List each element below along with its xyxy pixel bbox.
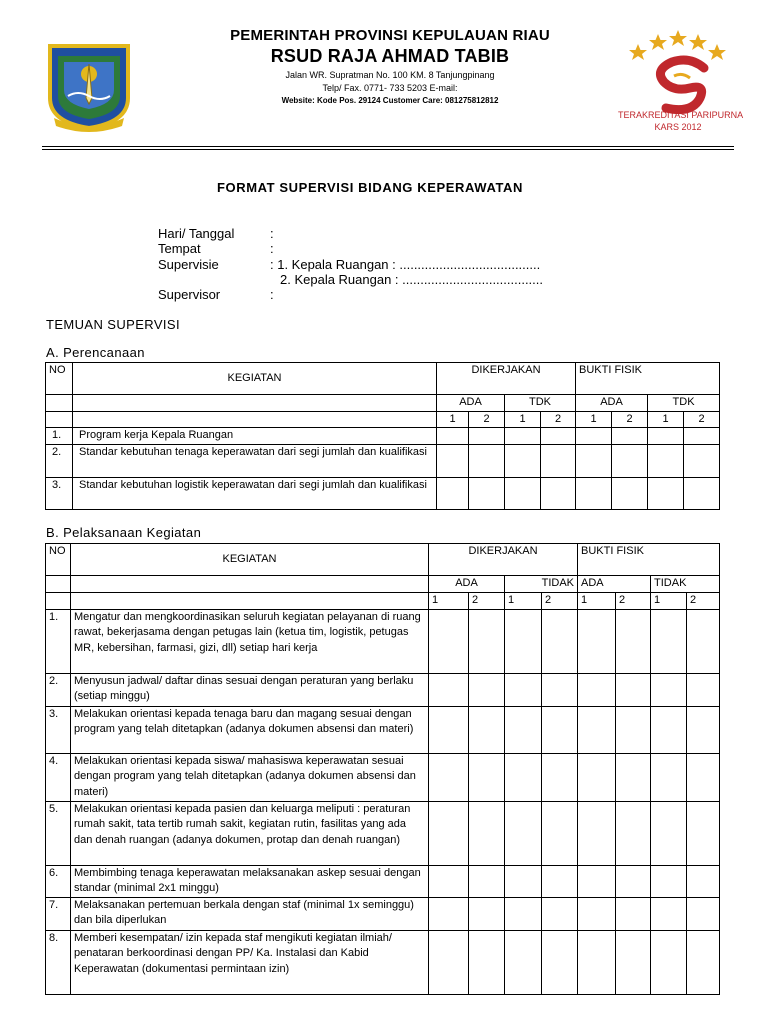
header-ada: ADA [429,576,505,593]
check-cell[interactable] [542,753,578,801]
check-cell[interactable] [469,609,505,673]
table-row [46,609,720,673]
row-number: 2. [46,673,71,706]
row-kegiatan: Mengatur dan mengkoordinasikan seluruh kegiatan pelayanan di ruang rawat, bekerjasama dengan petugas lain (ketua tim, logistik, petugas MR, kebersihan, farmasi, gizi, dll) setiap hari kerja [71,609,429,673]
check-cell[interactable] [505,673,542,706]
check-cell[interactable] [684,428,720,445]
subheader-num: 1 [578,593,616,610]
subheader-num: 2 [469,411,505,428]
meta-hari-value: : [270,226,274,241]
meta-supervisie-label: Supervisie [158,257,219,272]
subheader-num: 1 [576,411,612,428]
check-cell[interactable] [542,897,578,930]
check-cell[interactable] [578,801,616,865]
check-cell[interactable] [429,609,469,673]
row-kegiatan: Melakukan orientasi kepada tenaga baru dan magang sesuai dengan program yang telah ditetapkan (adanya dokumen absensi dan materi) [71,706,429,753]
meta-supervisie-2 [280,272,543,287]
row-number: 4. [46,753,71,801]
check-cell[interactable] [469,865,505,897]
check-cell[interactable] [437,444,469,477]
subheader-num: 1 [437,411,469,428]
header-bukti-fisik: BUKTI FISIK [578,544,720,576]
check-cell[interactable] [576,477,612,509]
header-tidak: TIDAK [505,576,578,593]
check-cell[interactable] [469,477,505,509]
check-cell[interactable] [576,428,612,445]
header-kegiatan: KEGIATAN [73,363,437,395]
check-cell[interactable] [651,897,687,930]
document-title: FORMAT SUPERVISI BIDANG KEPERAWATAN [216,180,524,195]
check-cell[interactable] [687,753,720,801]
check-cell[interactable] [616,897,651,930]
meta-supervisor-label: Supervisor [158,287,221,302]
check-cell[interactable] [469,930,505,994]
subheader-num: 2 [684,411,720,428]
check-cell[interactable] [505,706,542,753]
table-row [46,444,720,477]
check-cell[interactable] [505,865,542,897]
check-cell[interactable] [469,444,505,477]
header-no: NO [46,544,71,576]
table-row [46,930,720,994]
header-rule-thin [42,149,734,150]
check-cell[interactable] [469,673,505,706]
provincial-crest-icon [42,38,136,132]
header-bukti-fisik: BUKTI FISIK [576,363,720,395]
header-phone: Telp/ Fax. 0771- 733 5203 E-mail: [322,83,458,93]
check-cell[interactable] [429,897,469,930]
row-kegiatan: Melakukan orientasi kepada pasien dan keluarga meliputi : peraturan rumah sakit, tata tertib rumah sakit, kegiatan rutin, fasilitas yang ada dan denah ruangan (adanya dokumen, protap dan denah ruangan) [71,801,429,865]
header-line1: PEMERINTAH PROVINSI KEPULAUAN RIAU [230,27,550,44]
meta-hari-label: Hari/ Tanggal [158,226,235,241]
table-row [46,673,720,706]
check-cell[interactable] [542,865,578,897]
check-cell[interactable] [651,753,687,801]
check-cell[interactable] [648,477,684,509]
check-cell[interactable] [505,609,542,673]
row-kegiatan: Melakukan orientasi kepada siswa/ mahasiswa keperawatan sesuai dengan program yang telah ditetapkan (adanya dokumen absensi dan materi) [71,753,429,801]
check-cell[interactable] [687,865,720,897]
check-cell[interactable] [651,673,687,706]
check-cell[interactable] [616,930,651,994]
meta-supervisor [158,287,274,302]
check-cell[interactable] [687,706,720,753]
subheader-num: 1 [505,411,541,428]
check-cell[interactable] [651,865,687,897]
row-kegiatan: Menyusun jadwal/ daftar dinas sesuai dengan peraturan yang berlaku (setiap minggu) [71,673,429,706]
check-cell[interactable] [684,477,720,509]
subheader-num: 2 [542,593,578,610]
check-cell[interactable] [541,444,576,477]
header-tidak: TIDAK [651,576,720,593]
meta-supervisie-value2: 2. Kepala Ruangan : ....................................... [280,272,544,287]
table-row [46,897,720,930]
check-cell[interactable] [687,673,720,706]
row-number: 7. [46,897,71,930]
header-tdk: TDK [505,395,576,412]
check-cell[interactable] [651,609,687,673]
header-rule [42,146,734,147]
row-number: 1. [46,609,71,673]
section-a-title: A. Perencanaan [46,345,145,360]
subheader-num: 1 [429,593,469,610]
row-kegiatan: Melaksanakan pertemuan berkala dengan staf (minimal 1x seminggu) dan bila diperlukan [71,897,429,930]
row-kegiatan: Standar kebutuhan logistik keperawatan dari segi jumlah dan kualifikasi [73,477,437,509]
subheader-num: 1 [505,593,542,610]
subheader-num: 1 [648,411,684,428]
check-cell[interactable] [429,801,469,865]
header-ada: ADA [578,576,651,593]
row-kegiatan: Membimbing tenaga keperawatan melaksanakan askep sesuai dengan standar (minimal 2x1 minggu) [71,865,429,897]
check-cell[interactable] [616,801,651,865]
check-cell[interactable] [687,930,720,994]
hospital-name: RSUD RAJA AHMAD TABIB [270,46,510,66]
check-cell[interactable] [651,801,687,865]
check-cell[interactable] [578,865,616,897]
check-cell[interactable] [542,609,578,673]
meta-supervisie-value1: : 1. Kepala Ruangan : ....................................... [270,257,541,272]
check-cell[interactable] [429,865,469,897]
row-number: 1. [46,428,73,445]
table-row [46,753,720,801]
check-cell[interactable] [684,444,720,477]
table-row [46,428,720,445]
check-cell[interactable] [578,673,616,706]
check-cell[interactable] [612,477,648,509]
row-number: 3. [46,706,71,753]
header-no: NO [46,363,73,395]
row-kegiatan: Program kerja Kepala Ruangan [73,428,437,445]
check-cell[interactable] [469,428,505,445]
row-kegiatan: Memberi kesempatan/ izin kepada staf mengikuti kegiatan ilmiah/ penataran berkoordinasi dengan PP/ Ka. Instalasi dan Kabid Keperawatan (dokumentasi permintaan izin) [71,930,429,994]
check-cell[interactable] [437,477,469,509]
check-cell[interactable] [505,753,542,801]
check-cell[interactable] [616,673,651,706]
check-cell[interactable] [429,673,469,706]
check-cell[interactable] [576,444,612,477]
check-cell[interactable] [612,444,648,477]
check-cell[interactable] [648,428,684,445]
table-row [46,801,720,865]
meta-hari [158,226,274,241]
check-cell[interactable] [469,753,505,801]
check-cell[interactable] [578,930,616,994]
check-cell[interactable] [651,706,687,753]
check-cell[interactable] [616,609,651,673]
check-cell[interactable] [505,477,541,509]
section-b-title: B. Pelaksanaan Kegiatan [46,525,202,540]
check-cell[interactable] [505,444,541,477]
table-row [46,865,720,897]
check-cell[interactable] [429,706,469,753]
check-cell[interactable] [616,865,651,897]
check-cell[interactable] [612,428,648,445]
check-cell[interactable] [542,930,578,994]
check-cell[interactable] [578,706,616,753]
kars-accreditation-icon [618,22,734,138]
header-address: Jalan WR. Supratman No. 100 KM. 8 Tanjungpinang [285,70,495,80]
check-cell[interactable] [505,930,542,994]
check-cell[interactable] [469,897,505,930]
check-cell[interactable] [687,897,720,930]
header-website: Website: Kode Pos. 29124 Customer Care: 081275812812 [281,96,499,105]
subheader-num: 2 [541,411,576,428]
subheader-num: 2 [469,593,505,610]
row-number: 2. [46,444,73,477]
subheader-num: 2 [612,411,648,428]
check-cell[interactable] [687,801,720,865]
header-ada: ADA [437,395,505,412]
check-cell[interactable] [429,753,469,801]
check-cell[interactable] [578,897,616,930]
meta-supervisie [158,257,540,272]
check-cell[interactable] [578,753,616,801]
meta-tempat-label: Tempat [158,241,201,256]
header-dikerjakan: DIKERJAKAN [429,544,578,576]
check-cell[interactable] [542,706,578,753]
check-cell[interactable] [505,801,542,865]
check-cell[interactable] [542,801,578,865]
meta-supervisor-value: : [270,287,274,302]
meta-tempat-value: : [270,241,274,256]
table-row [46,706,720,753]
check-cell[interactable] [651,930,687,994]
check-cell[interactable] [469,706,505,753]
check-cell[interactable] [616,706,651,753]
subheader-num: 2 [616,593,651,610]
check-cell[interactable] [437,428,469,445]
row-kegiatan: Standar kebutuhan tenaga keperawatan dari segi jumlah dan kualifikasi [73,444,437,477]
row-number: 3. [46,477,73,509]
row-number: 6. [46,865,71,897]
row-number: 8. [46,930,71,994]
check-cell[interactable] [469,801,505,865]
check-cell[interactable] [578,609,616,673]
subheader-num: 1 [651,593,687,610]
header-kegiatan: KEGIATAN [71,544,429,576]
accreditation-line2: KARS 2012 [654,122,702,132]
row-number: 5. [46,801,71,865]
check-cell[interactable] [505,897,542,930]
header-ada: ADA [576,395,648,412]
check-cell[interactable] [616,753,651,801]
check-cell[interactable] [541,428,576,445]
check-cell[interactable] [648,444,684,477]
check-cell[interactable] [429,930,469,994]
meta-tempat [158,241,274,256]
table-row [46,477,720,509]
check-cell[interactable] [687,609,720,673]
header-tdk: TDK [648,395,720,412]
table-perencanaan [45,362,720,510]
check-cell[interactable] [505,428,541,445]
check-cell[interactable] [541,477,576,509]
table-pelaksanaan [45,543,720,995]
check-cell[interactable] [542,673,578,706]
header-dikerjakan: DIKERJAKAN [437,363,576,395]
accreditation-line1: TERAKREDITASI PARIPURNA [618,110,744,120]
temuan-heading: TEMUAN SUPERVISI [46,317,181,332]
subheader-num: 2 [687,593,720,610]
